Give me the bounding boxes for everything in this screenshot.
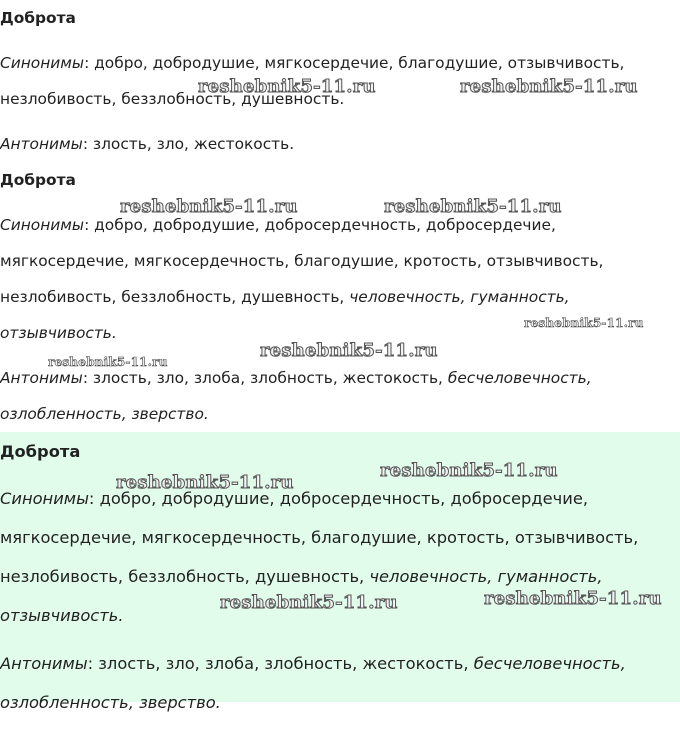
antonyms-text: : злость, зло, жестокость.	[82, 135, 295, 153]
antonyms-text-italic: бесчеловечность,	[473, 654, 626, 673]
watermark: reshebnik5-11.ru	[48, 355, 168, 369]
synonyms-line	[0, 489, 588, 509]
synonyms-text: незлобивость, беззлобность, душевность,	[0, 567, 370, 586]
synonyms-line: отзывчивость.	[0, 606, 124, 625]
synonyms-line	[0, 287, 570, 307]
synonyms-line: мягкосердечие, мягкосердечность, благодушие, кротость, отзывчивость,	[0, 528, 639, 547]
watermark: reshebnik5-11.ru	[116, 472, 294, 493]
watermark: reshebnik5-11.ru	[384, 196, 562, 217]
watermark: reshebnik5-11.ru	[198, 76, 376, 97]
watermark: reshebnik5-11.ru	[380, 460, 558, 481]
synonyms-label: Синонимы	[0, 489, 89, 508]
synonyms-line: мягкосердечие, мягкосердечность, благодушие, кротость, отзывчивость,	[0, 252, 604, 270]
synonyms-line	[0, 215, 556, 235]
synonyms-line	[0, 567, 603, 587]
watermark: reshebnik5-11.ru	[260, 340, 438, 361]
synonyms-text-italic: человечность, гуманность,	[349, 288, 570, 306]
watermark: reshebnik5-11.ru	[120, 196, 298, 217]
antonyms-text-italic: бесчеловечность,	[447, 369, 592, 387]
antonyms-line: озлобленность, зверство.	[0, 693, 221, 712]
synonyms-text: : добро, добродушие, добросердечность, добросердечие,	[84, 216, 556, 234]
synonyms-line: отзывчивость.	[0, 324, 117, 342]
synonyms-line	[0, 53, 624, 73]
entry-title: Доброта	[0, 9, 76, 27]
synonyms-label: Синонимы	[0, 54, 85, 72]
antonyms-label: Антонимы	[0, 135, 83, 153]
antonyms-line	[0, 134, 294, 154]
synonyms-label: Синонимы	[0, 216, 85, 234]
watermark: reshebnik5-11.ru	[220, 592, 398, 613]
synonyms-line: незлобивость, беззлобность, душевность.	[0, 90, 345, 108]
watermark: reshebnik5-11.ru	[484, 588, 662, 609]
synonyms-text: незлобивость, беззлобность, душевность,	[0, 288, 350, 306]
watermark: reshebnik5-11.ru	[524, 316, 644, 330]
antonyms-label: Антонимы	[0, 654, 88, 673]
entry-title: Доброта	[0, 442, 81, 461]
antonyms-text: : злость, зло, злоба, злобность, жестокость,	[82, 369, 448, 387]
antonyms-line	[0, 368, 592, 388]
antonyms-label: Антонимы	[0, 369, 83, 387]
entry-block-3	[0, 432, 680, 712]
synonyms-text: : добро, добродушие, добросердечность, добросердечие,	[88, 489, 589, 508]
synonyms-text: : добро, добродушие, мягкосердечие, благодушие, отзывчивость,	[84, 54, 625, 72]
watermark: reshebnik5-11.ru	[460, 76, 638, 97]
synonyms-text-italic: человечность, гуманность,	[369, 567, 603, 586]
antonyms-line	[0, 654, 626, 674]
antonyms-text: : злость, зло, злоба, злобность, жестокость,	[87, 654, 474, 673]
entry-title: Доброта	[0, 171, 76, 189]
antonyms-line: озлобленность, зверство.	[0, 405, 209, 423]
